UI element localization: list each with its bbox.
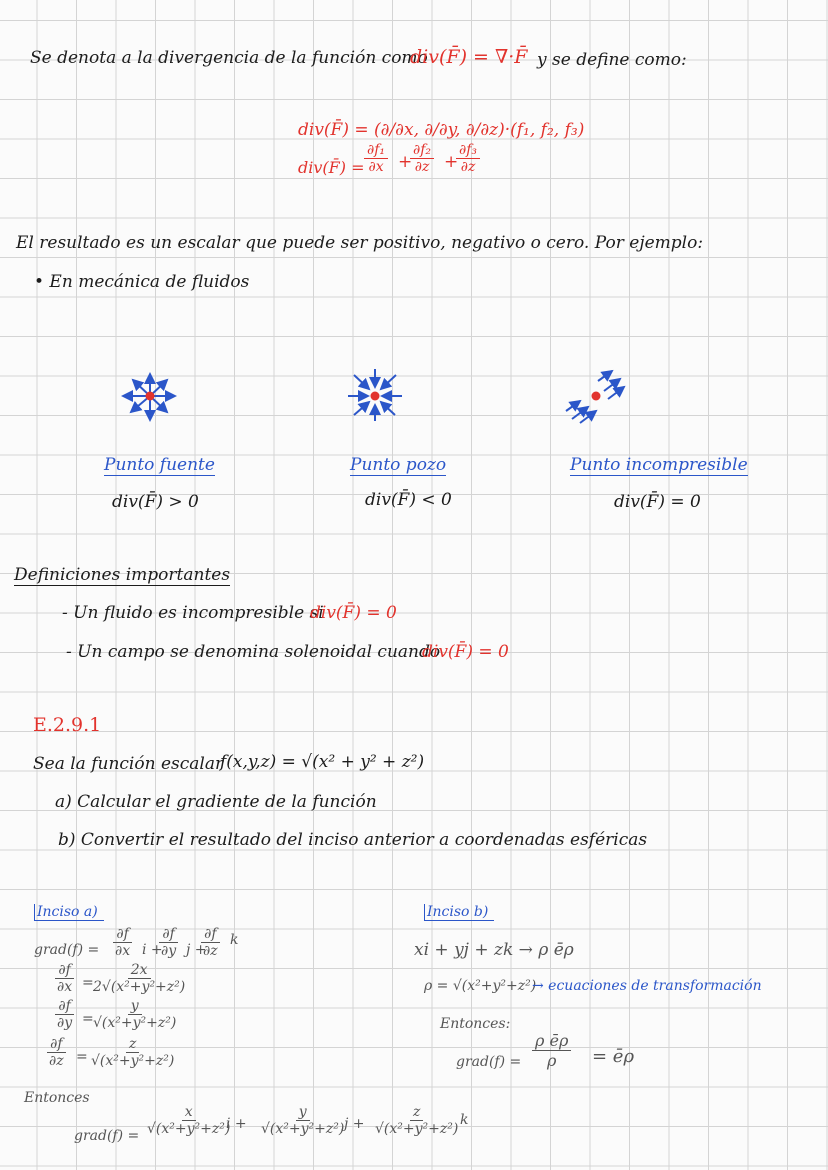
definition-line-1: div(F̄) = (∂/∂x, ∂/∂y, ∂/∂z)·(f₁, f₂, f₃) bbox=[298, 120, 585, 140]
unit-k: k bbox=[230, 932, 239, 948]
source-point-label: Punto fuente bbox=[104, 455, 215, 475]
final-unit-k: k bbox=[460, 1112, 469, 1128]
exercise-part-b: b) Convertir el resultado del inciso anterior a coordenadas esféricas bbox=[58, 830, 648, 850]
plus-sign: + bbox=[444, 152, 459, 172]
exercise-part-a: a) Calcular el gradiente de la función bbox=[55, 792, 377, 812]
inciso-b-title-wrap bbox=[424, 904, 494, 920]
grad-dz-term: $\frac{\partial f}{\partial z}$ bbox=[203, 926, 218, 960]
partial-y-result: $\frac{y}{\text{√(x²+y²+z²)}}$ bbox=[93, 998, 177, 1032]
intro-text: Se denota a la divergencia de la función como bbox=[30, 48, 428, 68]
transformation-note: → ecuaciones de transformación bbox=[532, 978, 762, 994]
exercise-statement: Sea la función escalar bbox=[33, 754, 224, 774]
inciso-b-fraction: $\frac{\text{ρ ēρ}}{\rho}$ bbox=[532, 1032, 571, 1071]
inciso-b-transform: xi + yj + zk → ρ ēρ bbox=[414, 940, 574, 960]
incompressible-point-diagram bbox=[560, 365, 630, 425]
unit-j: j + bbox=[186, 942, 207, 958]
final-then: Entonces bbox=[24, 1090, 90, 1106]
div-term-3: $\frac{\text{∂f₃}}{\partial z}$ bbox=[456, 142, 480, 176]
inciso-a-title: Inciso a) bbox=[34, 904, 104, 921]
sink-point-div: div(F̄) < 0 bbox=[365, 490, 452, 510]
definition-incompressible-expr: div(F̄) = 0 bbox=[310, 603, 397, 623]
definition-line-2-lhs: div(F̄) = bbox=[298, 158, 365, 177]
source-point-diagram bbox=[115, 368, 185, 428]
final-unit-i: i + bbox=[226, 1116, 247, 1132]
unit-i: i + bbox=[142, 942, 163, 958]
incompressible-point-label: Punto incompresible bbox=[570, 455, 748, 475]
equals: = bbox=[76, 1049, 88, 1065]
exercise-function: f(x,y,z) = √(x² + y² + z²) bbox=[220, 752, 425, 772]
exercise-id: E.2.9.1 bbox=[33, 714, 102, 736]
sink-point-label: Punto pozo bbox=[350, 455, 447, 475]
final-unit-j: j + bbox=[344, 1116, 365, 1132]
inciso-b-then: Entonces: bbox=[440, 1016, 511, 1032]
partial-y-lhs: $\frac{\partial f}{\partial y}$ bbox=[57, 998, 73, 1032]
final-grad-lhs: grad(f) = bbox=[74, 1128, 140, 1144]
source-point-div: div(F̄) > 0 bbox=[112, 492, 199, 512]
final-y-term: $\frac{y}{\text{√(x²+y²+z²)}}$ bbox=[261, 1104, 345, 1138]
definition-incompressible: - Un fluido es incompresible si bbox=[62, 603, 324, 623]
grad-dx-term: $\frac{\partial f}{\partial x}$ bbox=[115, 926, 131, 960]
plus-sign: + bbox=[398, 152, 413, 172]
definitions-title: Definiciones importantes bbox=[14, 565, 231, 585]
inciso-a-title-wrap bbox=[34, 904, 104, 920]
definition-solenoidal-expr: div(F̄) = 0 bbox=[422, 642, 509, 662]
div-term-1: $\frac{\text{∂f₁}}{\partial x}$ bbox=[364, 142, 388, 176]
equals: = bbox=[82, 1011, 94, 1027]
equals: = bbox=[82, 975, 94, 991]
partial-x-result: $\frac{2x}{\text{2√(x²+y²+z²)}}$ bbox=[93, 962, 186, 996]
inciso-b-title: Inciso b) bbox=[424, 904, 494, 921]
partial-z-result: $\frac{z}{\text{√(x²+y²+z²)}}$ bbox=[91, 1036, 175, 1070]
bullet-fluid-mechanics: • En mecánica de fluidos bbox=[34, 272, 250, 292]
partial-z-lhs: $\frac{\partial f}{\partial z}$ bbox=[49, 1036, 64, 1070]
inciso-b-grad-lhs: grad(f) = bbox=[456, 1054, 522, 1070]
grad-lhs: grad(f) = bbox=[34, 942, 100, 958]
div-term-2: $\frac{\text{∂f₂}}{\partial z}$ bbox=[410, 142, 434, 176]
result-text: El resultado es un escalar que puede ser positivo, negativo o cero. Por ejemplo: bbox=[16, 233, 704, 253]
partial-x-lhs: $\frac{\partial f}{\partial x}$ bbox=[57, 962, 73, 996]
intro-tail: y se define como: bbox=[537, 50, 687, 70]
inciso-b-result: = ēρ bbox=[592, 1046, 635, 1067]
rho-definition: ρ = √(x²+y²+z²) bbox=[424, 978, 537, 994]
final-z-term: $\frac{z}{\text{√(x²+y²+z²)}}$ bbox=[375, 1104, 459, 1138]
definition-solenoidal: - Un campo se denomina solenoidal cuando bbox=[66, 642, 441, 662]
grad-dy-term: $\frac{\partial f}{\partial y}$ bbox=[161, 926, 177, 960]
divergence-expression: div(F̄) = ∇·F̄ bbox=[410, 46, 528, 68]
sink-point-diagram bbox=[340, 365, 410, 425]
final-x-term: $\frac{x}{\text{√(x²+y²+z²)}}$ bbox=[147, 1104, 231, 1138]
incompressible-point-div: div(F̄) = 0 bbox=[614, 492, 701, 512]
